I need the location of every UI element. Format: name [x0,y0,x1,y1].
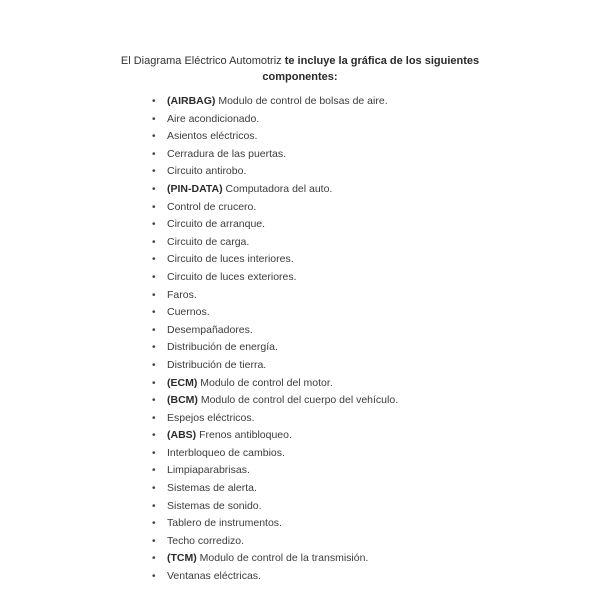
list-item [150,445,398,463]
intro-paragraph [110,53,490,85]
component-code: (TCM) [167,552,197,565]
bullet-icon: • [152,271,156,283]
component-text: Modulo de control de la transmisión. [196,552,369,565]
list-item [150,181,398,199]
component-text: Circuito de luces exteriores. [167,270,297,283]
bullet-icon: • [152,518,156,530]
bullet-icon: • [152,324,156,336]
component-code: (ECM) [167,376,198,389]
bullet-icon: • [152,395,156,407]
bullet-icon: • [152,166,156,178]
intro-plain-text: El Diagrama Eléctrico Automotriz [120,55,285,67]
bullet-icon: • [152,96,156,107]
list-item [150,498,398,516]
list-item [150,251,398,269]
component-text: Control de crucero. [167,200,257,213]
bullet-icon: • [152,377,156,389]
list-item [150,568,398,586]
bullet-icon: • [152,465,156,477]
component-text: Aire acondicionado. [167,112,260,125]
list-item [150,375,398,393]
component-text: Espejos eléctricos. [167,411,255,424]
bullet-icon: • [152,447,156,459]
bullet-icon: • [152,553,156,565]
list-item [150,304,398,322]
list-item [150,269,398,287]
component-text: Ventanas eléctricas. [167,570,261,583]
component-text: Desempañadores. [167,323,253,336]
component-text: Distribución de tierra. [167,358,267,371]
list-item [150,128,398,146]
component-text: Techo corredizo. [167,534,245,547]
bullet-icon: • [152,201,156,213]
intro-bold-text: te incluye la gráfica de los siguientes componentes: [262,55,480,83]
list-item [150,410,398,428]
list-item [150,216,398,234]
component-text: Frenos antibloqueo. [196,429,292,442]
list-item [150,234,398,252]
bullet-icon: • [152,430,156,442]
bullet-icon: • [152,289,156,301]
list-item [150,146,398,164]
bullet-icon: • [152,113,156,125]
component-text: Sistemas de sonido. [167,499,262,512]
component-text: Limpiaparabrisas. [167,464,250,477]
bullet-icon: • [152,183,156,195]
list-item [150,322,398,340]
component-text: Circuito de carga. [167,235,250,248]
component-text: Circuito de luces interiores. [167,253,294,266]
component-text: Interbloqueo de cambios. [167,446,285,459]
component-text: Tablero de instrumentos. [167,517,282,530]
bullet-icon: • [152,500,156,512]
list-item [150,339,398,357]
bullet-icon: • [152,219,156,231]
component-text: Computadora del auto. [222,182,333,195]
component-text: Asientos eléctricos. [167,130,258,143]
list-item [150,392,398,410]
list-item [150,93,398,111]
component-text: Sistemas de alerta. [167,482,257,495]
component-text: Distribución de energía. [167,341,278,354]
bullet-icon: • [152,254,156,266]
list-item [150,111,398,129]
list-item [150,533,398,551]
bullet-icon: • [152,571,156,583]
list-item [150,515,398,533]
list-item [150,163,398,181]
component-text: Faros. [167,288,197,301]
bullet-icon: • [152,131,156,143]
bullet-icon: • [152,412,156,424]
bullet-icon: • [152,359,156,371]
bullet-icon: • [152,342,156,354]
component-code: (BCM) [167,394,198,407]
bullet-icon: • [152,236,156,248]
list-item [150,287,398,305]
component-code: (ABS) [167,429,197,442]
list-item [150,462,398,480]
components-list [150,93,398,586]
list-item [150,357,398,375]
list-item [150,480,398,498]
bullet-icon: • [152,535,156,547]
bullet-icon: • [152,483,156,495]
list-item [150,427,398,445]
component-text: Cuernos. [167,306,210,319]
list-item [150,550,398,568]
component-text: Modulo de control del cuerpo del vehículo. [197,394,399,407]
bullet-icon: • [152,307,156,319]
component-text: Cerradura de las puertas. [167,147,287,160]
component-text: Modulo de control de bolsas de aire. [215,95,388,107]
component-text: Circuito de arranque. [167,218,266,231]
component-code: (AIRBAG) [167,95,216,107]
list-item [150,199,398,217]
component-text: Circuito antirobo. [167,165,247,178]
component-text: Modulo de control del motor. [197,376,333,389]
bullet-icon: • [152,148,156,160]
component-code: (PIN-DATA) [167,182,223,195]
